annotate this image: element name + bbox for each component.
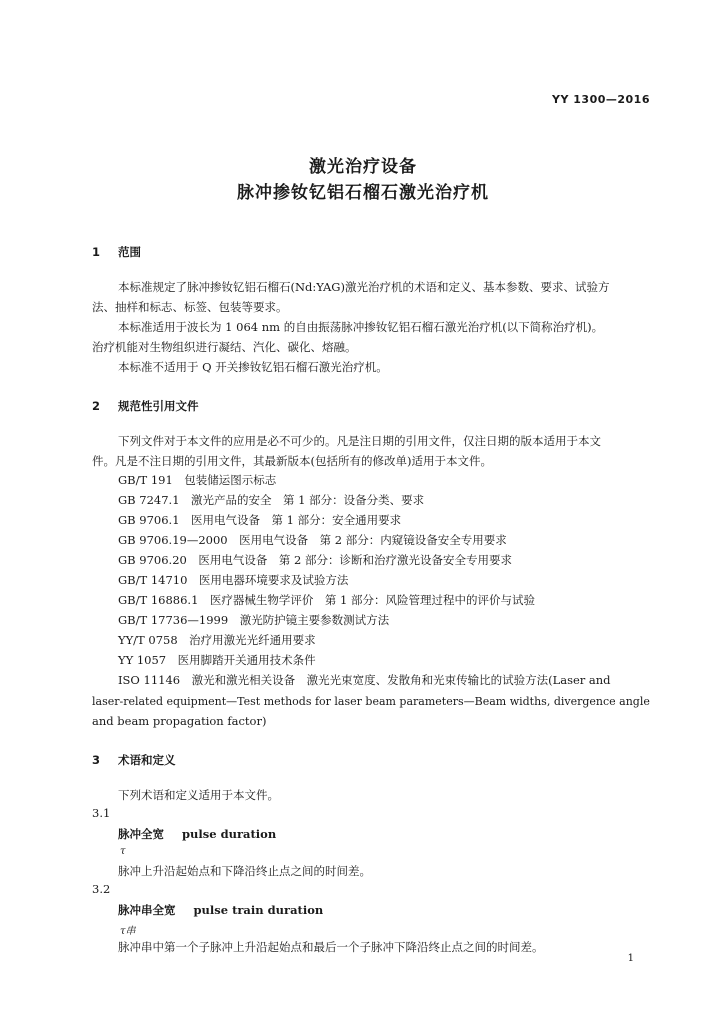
section-2-intro: 下列文件对于本文件的应用是必不可少的。凡是注日期的引用文件，仅注日期的版本适用于本文 (118, 434, 601, 448)
term-clause-number: 3.1 (92, 806, 111, 820)
reference-item: YY 1057 医用脚踏开关通用技术条件 (118, 653, 316, 667)
section-3-heading (92, 752, 176, 768)
reference-item: GB 9706.20 医用电气设备 第 2 部分：诊断和治疗激光设备安全专用要求 (118, 553, 512, 567)
standard-number: YY 1300—2016 (552, 93, 650, 106)
section-2-heading (92, 398, 199, 414)
page-number: 1 (627, 953, 634, 964)
term-zh: 脉冲串全宽 (118, 903, 176, 917)
term-symbol: τ串 (120, 926, 136, 937)
reference-item: GB/T 16886.1 医疗器械生物学评价 第 1 部分：风险管理过程中的评价与试验 (118, 593, 536, 607)
term-en: pulse duration (182, 827, 277, 841)
reference-item: YY/T 0758 治疗用激光光纤通用要求 (118, 633, 316, 647)
section-title: 规范性引用文件 (118, 399, 199, 413)
document-title-line2: 脉冲掺钕钇铝石榴石激光治疗机 (237, 183, 489, 203)
section-1-paragraph-1-cont: 法、抽样和标志、标签、包装等要求。 (92, 300, 288, 314)
term-zh: 脉冲全宽 (118, 827, 164, 841)
reference-item: GB/T 14710 医用电器环境要求及试验方法 (118, 573, 349, 587)
section-1-heading (92, 244, 141, 260)
document-title-line1: 激光治疗设备 (309, 157, 417, 177)
term-clause-number: 3.2 (92, 882, 111, 896)
section-title: 术语和定义 (118, 753, 176, 767)
section-number: 3 (92, 753, 101, 767)
term-heading (118, 902, 323, 918)
section-1-paragraph-1: 本标准规定了脉冲掺钕钇铝石榴石(Nd:YAG)激光治疗机的术语和定义、基本参数、要求、试验方 (118, 280, 610, 294)
reference-item: GB 9706.19—2000 医用电气设备 第 2 部分：内窥镜设备安全专用要求 (118, 533, 507, 547)
section-number: 2 (92, 399, 101, 413)
reference-iso-line3: and beam propagation factor) (92, 714, 267, 728)
reference-iso-line1: ISO 11146 激光和激光相关设备 激光光束宽度、发散角和光束传输比的试验方法(Laser and (118, 673, 611, 687)
term-heading (118, 826, 276, 842)
reference-item: GB/T 17736—1999 激光防护镜主要参数测试方法 (118, 613, 390, 627)
section-number: 1 (92, 245, 101, 259)
section-3-intro: 下列术语和定义适用于本文件。 (118, 788, 279, 802)
term-symbol: τ (120, 846, 126, 857)
reference-iso-line2: laser-related equipment—Test methods for laser beam parameters—Beam widths, divergence angle (92, 695, 650, 708)
term-definition: 脉冲串中第一个子脉冲上升沿起始点和最后一个子脉冲下降沿终止点之间的时间差。 (118, 940, 544, 954)
reference-item: GB/T 191 包装储运图示标志 (118, 473, 277, 487)
term-en: pulse train duration (193, 903, 324, 917)
section-2-intro-cont: 件。凡是不注日期的引用文件，其最新版本(包括所有的修改单)适用于本文件。 (92, 454, 492, 468)
reference-item: GB 9706.1 医用电气设备 第 1 部分：安全通用要求 (118, 513, 402, 527)
section-1-paragraph-2: 本标准适用于波长为 1 064 nm 的自由振荡脉冲掺钕钇铝石榴石激光治疗机(以下简称治疗机)。 (118, 320, 604, 334)
section-1-paragraph-3: 本标准不适用于 Q 开关掺钕钇铝石榴石激光治疗机。 (118, 360, 388, 374)
section-title: 范围 (118, 245, 141, 259)
term-definition: 脉冲上升沿起始点和下降沿终止点之间的时间差。 (118, 864, 371, 878)
reference-item: GB 7247.1 激光产品的安全 第 1 部分：设备分类、要求 (118, 493, 425, 507)
section-1-paragraph-2-cont: 治疗机能对生物组织进行凝结、汽化、碳化、熔融。 (92, 340, 357, 354)
